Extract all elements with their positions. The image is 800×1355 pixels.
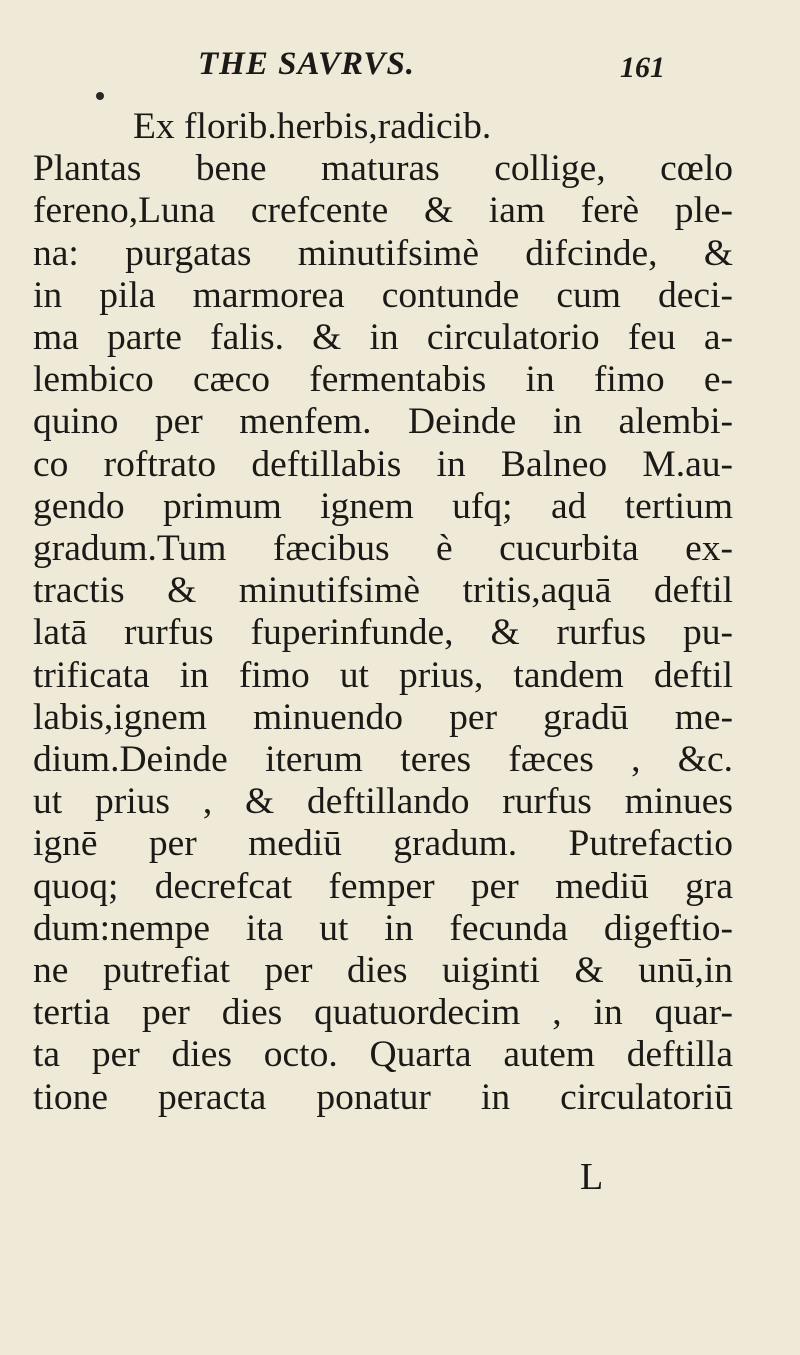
- text-line: ut prius , & deftillando rurfus minues: [33, 781, 733, 823]
- body-text: [33, 106, 733, 1119]
- text-line: ignē per mediū gradum. Putrefactio: [33, 823, 733, 865]
- text-line: trificata in fimo ut prius, tandem deftil: [33, 654, 733, 696]
- text-line: tione peracta ponatur in circulatoriū: [33, 1076, 733, 1118]
- text-line: quino per menfem. Deinde in alembi-: [33, 401, 733, 443]
- running-title: THE SAVRVS.: [198, 46, 416, 82]
- text-line: fereno,Luna crefcente & iam ferè ple-: [33, 190, 733, 232]
- text-line: tractis & minutifsimè tritis,aquā deftil: [33, 570, 733, 612]
- text-line: dum:nempe ita ut in fecunda digeftio-: [33, 907, 733, 949]
- text-line: latā rurfus fuperinfunde, & rurfus pu-: [33, 612, 733, 654]
- text-line: na: purgatas minutifsimè difcinde, &: [33, 232, 733, 274]
- text-line: quoq; decrefcat femper per mediū gra: [33, 865, 733, 907]
- text-line: ma parte falis. & in circulatorio feu a-: [33, 317, 733, 359]
- ink-dot: [96, 92, 104, 100]
- text-line: ta per dies octo. Quarta autem deftilla: [33, 1034, 733, 1076]
- text-line: tertia per dies quatuordecim , in quar-: [33, 992, 733, 1034]
- text-line: ne putrefiat per dies uiginti & unū,in: [33, 950, 733, 992]
- section-heading: Ex florib.herbis,radicib.: [133, 106, 492, 147]
- text-line: in pila marmorea contunde cum deci-: [33, 274, 733, 316]
- text-line: dium.Deinde iterum teres fæces , &c.: [33, 739, 733, 781]
- text-line: co roftrato deftillabis in Balneo M.au-: [33, 443, 733, 485]
- running-head: [0, 42, 800, 86]
- text-line: labis,ignem minuendo per gradū me-: [33, 696, 733, 738]
- text-line: Plantas bene maturas collige, cœlo: [33, 148, 733, 190]
- signature-mark: L: [580, 1156, 604, 1198]
- text-line: gendo primum ignem ufq; ad tertium: [33, 485, 733, 527]
- text-line: gradum.Tum fæcibus è cucurbita ex-: [33, 528, 733, 570]
- page-number: 161: [620, 51, 665, 84]
- text-line: lembico cæco fermentabis in fimo e-: [33, 359, 733, 401]
